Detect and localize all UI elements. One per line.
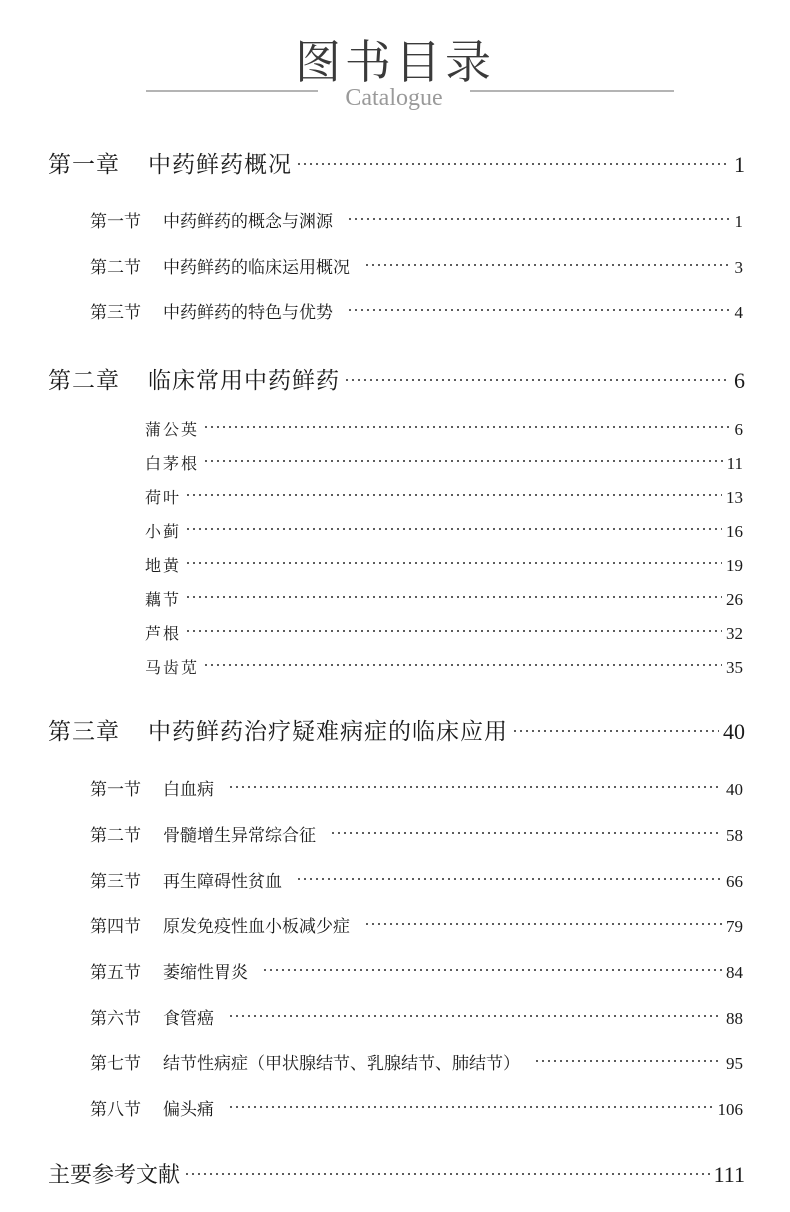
section-label: 第二节	[90, 826, 141, 846]
page-number: 19	[726, 556, 743, 575]
chapter-label: 第二章	[48, 368, 120, 394]
page-number: 13	[726, 488, 743, 507]
page-number: 106	[717, 1100, 743, 1119]
section-label: 第一节	[90, 780, 141, 800]
dot-leader	[203, 460, 723, 464]
dot-leader	[347, 309, 731, 313]
toc-section-3-4[interactable]	[90, 912, 743, 937]
section-title: 偏头痛	[163, 1100, 214, 1120]
herb-title: 白茅根	[145, 454, 200, 473]
dot-leader	[184, 1173, 710, 1177]
section-title: 中药鲜药的概念与渊源	[163, 212, 333, 232]
page-number: 66	[726, 872, 743, 891]
section-label: 第三节	[90, 872, 141, 892]
chapter-label: 第三章	[48, 719, 120, 745]
dot-leader	[364, 923, 722, 927]
dot-leader	[296, 163, 730, 167]
toc-herb-6[interactable]	[145, 587, 743, 610]
section-label: 第六节	[90, 1009, 141, 1029]
dot-leader	[203, 664, 722, 668]
page-number: 11	[726, 454, 743, 473]
toc-section-3-2[interactable]	[90, 821, 743, 846]
dot-leader	[203, 426, 730, 430]
dot-leader	[364, 264, 731, 268]
section-label: 第七节	[90, 1054, 141, 1074]
section-title: 白血病	[163, 780, 214, 800]
dot-leader	[330, 832, 722, 836]
section-label: 第一节	[90, 212, 141, 232]
dot-leader	[185, 596, 722, 600]
dot-leader	[296, 878, 722, 882]
page-number: 40	[723, 719, 745, 744]
herb-title: 芦根	[145, 624, 182, 643]
section-label: 第二节	[90, 258, 141, 278]
page-number: 3	[734, 258, 743, 277]
title-rule-right	[470, 90, 674, 92]
page-number: 35	[726, 658, 743, 677]
section-title: 萎缩性胃炎	[163, 963, 248, 983]
dot-leader	[185, 630, 722, 634]
page-number: 84	[726, 963, 743, 982]
section-title: 食管癌	[163, 1009, 214, 1029]
dot-leader	[185, 562, 722, 566]
chapter-label: 第一章	[48, 152, 120, 178]
chapter-title: 中药鲜药概况	[148, 152, 292, 178]
section-label: 第五节	[90, 963, 141, 983]
toc-herb-4[interactable]	[145, 519, 743, 542]
page-number: 79	[726, 917, 743, 936]
chapter-title: 临床常用中药鲜药	[148, 368, 340, 394]
toc-section-3-6[interactable]	[90, 1004, 743, 1029]
toc-section-3-8[interactable]	[90, 1095, 743, 1120]
section-label: 第四节	[90, 917, 141, 937]
toc-chapter-3[interactable]	[48, 713, 745, 746]
dot-leader	[228, 786, 722, 790]
page-number: 26	[726, 590, 743, 609]
herb-title: 马齿苋	[145, 658, 200, 677]
herb-title: 荷叶	[145, 488, 182, 507]
toc-herb-2[interactable]	[145, 451, 743, 474]
toc-chapter-1[interactable]	[48, 146, 745, 179]
dot-leader	[228, 1015, 722, 1019]
section-title: 中药鲜药的特色与优势	[163, 303, 333, 323]
dot-leader	[262, 969, 722, 973]
dot-leader	[512, 730, 719, 734]
toc-herb-7[interactable]	[145, 621, 743, 644]
toc-herb-5[interactable]	[145, 553, 743, 576]
dot-leader	[534, 1060, 722, 1064]
dot-leader	[185, 494, 722, 498]
toc-section-3-3[interactable]	[90, 867, 743, 892]
toc-section-1-1[interactable]	[90, 207, 743, 232]
toc-herb-1[interactable]	[145, 417, 743, 440]
page-number: 58	[726, 826, 743, 845]
herb-title: 地黄	[145, 556, 182, 575]
page-number: 111	[713, 1162, 745, 1187]
page-number: 16	[726, 522, 743, 541]
section-title: 再生障碍性贫血	[163, 872, 282, 892]
chapter-title: 中药鲜药治疗疑难病症的临床应用	[148, 719, 508, 745]
references-title: 主要参考文献	[48, 1163, 181, 1188]
section-label: 第八节	[90, 1100, 141, 1120]
section-title: 中药鲜药的临床运用概况	[163, 258, 350, 278]
page-number: 95	[726, 1054, 743, 1073]
herb-title: 小蓟	[145, 522, 182, 541]
toc-section-3-7[interactable]	[90, 1049, 743, 1074]
page-number: 40	[726, 780, 743, 799]
dot-leader	[344, 379, 730, 383]
toc-section-3-1[interactable]	[90, 775, 743, 800]
dot-leader	[185, 528, 722, 532]
page-number: 88	[726, 1009, 743, 1028]
toc-herb-3[interactable]	[145, 485, 743, 508]
toc-section-1-2[interactable]	[90, 253, 743, 278]
page-title: 图书目录	[295, 35, 495, 89]
section-label: 第三节	[90, 303, 141, 323]
toc-herb-8[interactable]	[145, 655, 743, 678]
section-title: 原发免疫性血小板减少症	[163, 917, 350, 937]
toc-chapter-2[interactable]	[48, 362, 745, 395]
catalogue-header	[0, 34, 790, 114]
section-title: 结节性病症（甲状腺结节、乳腺结节、肺结节）	[163, 1054, 520, 1074]
page-number: 6	[734, 420, 743, 439]
toc-section-1-3[interactable]	[90, 298, 743, 323]
herb-title: 蒲公英	[145, 420, 200, 439]
page-number: 6	[734, 368, 745, 393]
page-subtitle: Catalogue	[345, 85, 443, 111]
page-number: 4	[734, 303, 743, 322]
page-number: 1	[734, 212, 743, 231]
herb-title: 藕节	[145, 590, 182, 609]
toc-references[interactable]	[48, 1158, 745, 1189]
page-number: 32	[726, 624, 743, 643]
toc-section-3-5[interactable]	[90, 958, 743, 983]
section-title: 骨髓增生异常综合征	[163, 826, 316, 846]
dot-leader	[347, 218, 731, 222]
title-rule-left	[146, 90, 318, 92]
page-number: 1	[734, 152, 745, 177]
dot-leader	[228, 1106, 714, 1110]
